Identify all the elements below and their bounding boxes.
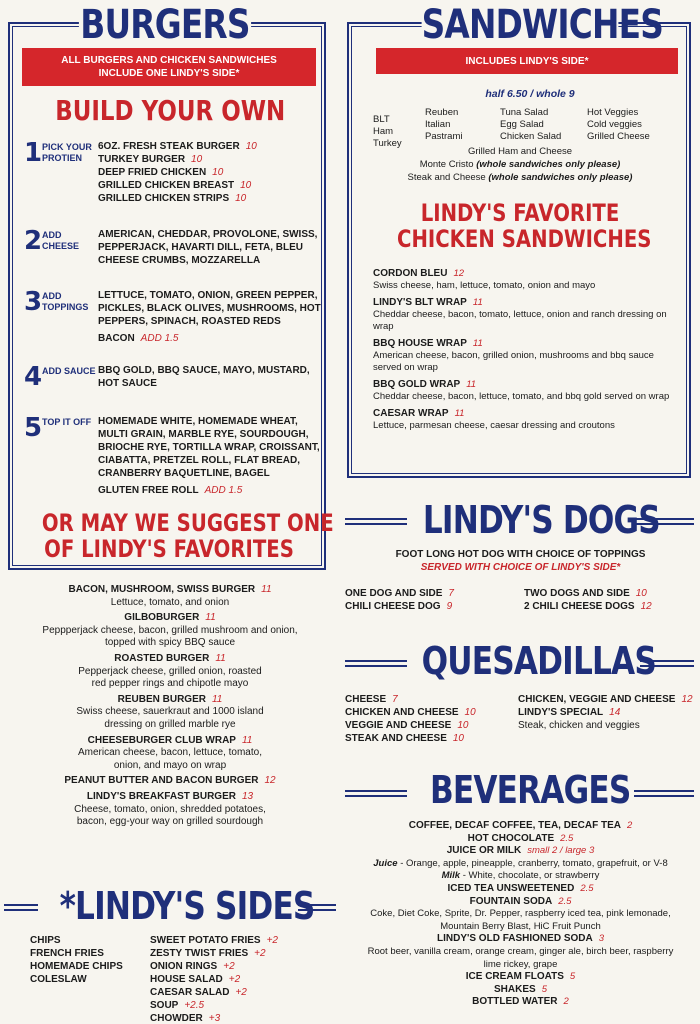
beverage-item: SHAKES 5 — [494, 983, 547, 995]
chicken-title — [397, 199, 652, 254]
chicken-item: BBQ GOLD WRAP 11 Cheddar cheese, bacon, lettuce, tomato, and bbq gold served on wrap — [373, 379, 670, 402]
protein-item: GRILLED CHICKEN BREAST 10 — [98, 180, 252, 191]
toppings-text: LETTUCE, TOMATO, ONION, GREEN PEPPER, PICKLES, BLACK OLIVES, MUSHROOMS, HOT PEPPERS, SPINACH, ROASTED REDS — [98, 290, 321, 327]
beverage-item: FOUNTAIN SODA 2.5 — [469, 895, 572, 907]
suggest-item: REUBEN BURGER 11 Swiss cheese, sauerkraut and 1000 island dressing on grilled marble rye — [76, 693, 264, 730]
beverage-item: ICE CREAM FLOATS 5 — [465, 971, 576, 983]
suggest-item: CHEESEBURGER CLUB WRAP 11 American cheese, bacon, lettuce, tomato, onion, and mayo on wrap — [78, 734, 262, 771]
sandwich-item: Tuna Salad — [500, 107, 549, 118]
beverage-item: COFFEE, DECAF COFFEE, TEA, DECAF TEA 2 — [408, 820, 633, 831]
sandwich-item: Chicken Salad — [500, 131, 562, 142]
sandwiches-banner: INCLUDES LINDY'S SIDE* — [376, 48, 678, 74]
sandwich-item: Cold veggies — [587, 119, 642, 130]
step-label: ADD TOPPINGS — [42, 291, 89, 312]
beverages-rule-right — [634, 790, 694, 797]
suggest-item: BACON, MUSHROOM, SWISS BURGER 11 Lettuce, tomato, and onion — [68, 584, 272, 608]
dog-item: CHILI CHEESE DOG 9 — [345, 601, 453, 612]
side-item: SWEET POTATO FRIES +2 — [150, 935, 278, 946]
dogs-rule-left — [345, 518, 407, 525]
sides-col1 — [30, 934, 123, 986]
sandwich-item: Grilled Cheese — [587, 131, 650, 142]
cheese-list: AMERICAN, CHEDDAR, PROVOLONE, SWISS, PEPPERJACK, HAVARTI DILL, FETA, BLEU CHEESE CRUMBS, MOZZARELLA — [98, 229, 318, 266]
step-label: PICK YOUR PROTIEN — [42, 142, 92, 163]
chicken-item: LINDY'S BLT WRAP 11 Cheddar cheese, bacon, tomato, lettuce, onion and ranch dressing on wrap — [373, 297, 667, 332]
sandwich-item: Grilled Ham and Cheese — [467, 146, 573, 157]
suggest-title-line: OF LINDY'S FAVORITES — [44, 535, 294, 564]
beverage-item: HOT CHOCOLATE 2.5 — [467, 832, 574, 844]
suggest-item: LINDY'S BREAKFAST BURGER 13 Cheese, tomato, onion, shredded potatoes, bacon, egg-your way on grilled sourdough — [74, 790, 266, 828]
side-item: ZESTY TWIST FRIES +2 — [150, 948, 266, 959]
dog-item: ONE DOG AND SIDE 7 — [345, 588, 454, 599]
sandwich-item: Egg Salad — [500, 119, 544, 130]
step-toppings — [24, 289, 330, 345]
suggest-item: GILBOBURGER 11 Peppperjack cheese, bacon, grilled mushroom and onion, topped with spicy BBQ sauce — [42, 612, 298, 649]
suggest-title-line: OR MAY WE SUGGEST ONE — [41, 509, 334, 537]
protein-item: 6OZ. FRESH STEAK BURGER 10 — [98, 141, 257, 152]
side-item: HOMEMADE CHIPS — [30, 961, 123, 972]
sandwich-item: Hot Veggies — [587, 107, 639, 118]
quesadillas-rule-left — [345, 660, 407, 667]
sides-col2 — [150, 934, 278, 1024]
beverage-desc: Milk - White, chocolate, or strawberry — [441, 870, 600, 882]
beverage-item: LINDY'S OLD FASHIONED SODA 3 — [436, 933, 605, 945]
beverage-desc: Mountain Berry Blast, HiC Fruit Punch — [440, 920, 601, 932]
dogs-rule-right — [632, 518, 694, 525]
banner-line: INCLUDE ONE LINDY'S SIDE* — [98, 68, 240, 79]
step-label: ADD CHEESE — [42, 230, 80, 251]
sandwich-col2 — [425, 107, 462, 143]
dog-item: TWO DOGS AND SIDE 10 — [524, 588, 647, 599]
sandwich-item: Reuben — [425, 107, 459, 118]
quesadilla-item: VEGGIE AND CHEESE 10 — [345, 720, 469, 731]
quesadillas-title: QUESADILLAS — [421, 639, 656, 683]
protein-item: TURKEY BURGER 10 — [98, 154, 203, 165]
banner-line: ALL BURGERS AND CHICKEN SANDWICHES — [61, 55, 277, 66]
step-bread — [24, 415, 330, 497]
dogs-col2 — [524, 587, 652, 613]
chicken-list — [373, 268, 673, 432]
beverages-list — [348, 820, 693, 1009]
sandwich-item: Turkey — [373, 138, 402, 149]
side-item: CHIPS — [30, 935, 61, 946]
sandwich-col3 — [500, 107, 561, 143]
quesadilla-item: STEAK AND CHEESE 10 — [345, 733, 464, 744]
dogs-col1 — [345, 587, 454, 613]
chicken-title-line: LINDY'S FAVORITE — [420, 199, 620, 227]
dogs-served: SERVED WITH CHOICE OF LINDY'S SIDE* — [420, 562, 621, 573]
bread-text: HOMEMADE WHITE, HOMEMADE WHEAT, MULTI GRAIN, MARBLE RYE, SOURDOUGH, BRIOCHE RYE, TORTILLA WRAP, CROISSANT, CIABATTA, PRETZEL ROLL, FLAT BREAD, CRANBERRY BAQUETLINE, BAGEL — [98, 416, 320, 479]
quesadillas-col2 — [518, 693, 693, 732]
burgers-title: BURGERS — [80, 2, 250, 48]
step-cheese — [24, 228, 330, 267]
suggest-item: ROASTED BURGER 11 Pepperjack cheese, grilled onion, roasted red pepper rings and chipotle mayo — [78, 652, 262, 690]
quesadilla-desc: Steak, chicken and veggies — [518, 720, 640, 731]
dogs-title: LINDY'S DOGS — [422, 498, 660, 542]
side-item: ONION RINGS +2 — [150, 961, 235, 972]
step-number: 5 — [24, 413, 43, 443]
step-number: 4 — [24, 362, 43, 392]
beverage-item: BOTTLED WATER 2 — [472, 996, 569, 1008]
step-number: 1 — [24, 138, 43, 168]
suggest-title — [41, 509, 334, 564]
sides-rule-left — [4, 904, 38, 911]
sandwich-extra — [350, 145, 690, 184]
suggest-list — [0, 584, 340, 829]
beverages-rule-left — [345, 790, 407, 797]
beverage-item: ICED TEA UNSWEETENED 2.5 — [447, 882, 594, 894]
bacon-item: BACON ADD 1.5 — [98, 333, 179, 344]
step-label: ADD SAUCE — [42, 366, 96, 376]
protein-item: DEEP FRIED CHICKEN 10 — [98, 167, 224, 178]
step-number: 3 — [24, 287, 43, 317]
sandwiches-title: SANDWICHES — [421, 2, 664, 48]
beverage-desc: lime rickey, grape — [483, 958, 558, 970]
toppings-list — [98, 289, 330, 345]
chicken-item: CAESAR WRAP 11 Lettuce, parmesan cheese, caesar dressing and croutons — [373, 408, 615, 431]
side-item: COLESLAW — [30, 974, 87, 985]
beverages-title: BEVERAGES — [429, 768, 631, 812]
beverage-desc: Juice - Orange, apple, pineapple, cranberry, tomato, grapefruit, or V-8 — [373, 857, 668, 869]
sandwich-item: Pastrami — [425, 131, 463, 142]
quesadillas-col1 — [345, 693, 476, 745]
sauce-list: BBQ GOLD, BBQ SAUCE, MAYO, MUSTARD, HOT SAUCE — [98, 365, 310, 389]
step-number: 2 — [24, 226, 43, 256]
beverage-desc: Coke, Diet Coke, Sprite, Dr. Pepper, raspberry iced tea, pink lemonade, — [370, 908, 671, 920]
dogs-subtitle: FOOT LONG HOT DOG WITH CHOICE OF TOPPINGS — [395, 549, 646, 560]
sandwich-col4 — [587, 107, 650, 143]
side-item: CAESAR SALAD +2 — [150, 987, 247, 998]
sides-rule-right — [298, 904, 336, 911]
chicken-title-line: CHICKEN SANDWICHES — [397, 225, 652, 254]
side-item: SOUP +2.5 — [150, 1000, 205, 1011]
sandwich-item: BLT — [373, 114, 390, 125]
gluten-item: GLUTEN FREE ROLL ADD 1.5 — [98, 485, 243, 496]
protein-item: GRILLED CHICKEN STRIPS 10 — [98, 193, 247, 204]
side-item: FRENCH FRIES — [30, 948, 104, 959]
quesadilla-item: LINDY'S SPECIAL 14 — [518, 707, 621, 718]
sandwich-item: Steak and Cheese (whole sandwiches only please) — [407, 172, 633, 183]
suggest-item: PEANUT BUTTER AND BACON BURGER 12 — [64, 775, 276, 787]
bread-list — [98, 415, 330, 497]
chicken-item: CORDON BLEU 12 Swiss cheese, ham, lettuce, tomato, onion and mayo — [373, 268, 596, 291]
sandwich-item: Ham — [373, 126, 394, 137]
sandwich-item: Monte Cristo (whole sandwiches only please) — [419, 159, 621, 170]
step-label: TOP IT OFF — [42, 417, 92, 427]
beverage-desc: Root beer, vanilla cream, orange cream, ginger ale, birch beer, raspberry — [367, 945, 674, 957]
dog-item: 2 CHILI CHEESE DOGS 12 — [524, 601, 652, 612]
quesadilla-item: CHEESE 7 — [345, 694, 398, 705]
protein-list — [98, 140, 330, 205]
step-protein — [24, 140, 330, 205]
quesadilla-item: CHICKEN, VEGGIE AND CHEESE 12 — [518, 694, 693, 705]
build-your-own-title: BUILD YOUR OWN — [55, 94, 286, 127]
sandwich-item: Italian — [425, 119, 451, 130]
side-item: HOUSE SALAD +2 — [150, 974, 241, 985]
beverage-item: JUICE OR MILK small 2 / large 3 — [446, 845, 595, 857]
sandwich-pricing: half 6.50 / whole 9 — [485, 88, 575, 100]
quesadilla-item: CHICKEN AND CHEESE 10 — [345, 707, 476, 718]
sides-title: *LINDY'S SIDES — [59, 884, 315, 928]
step-sauce — [24, 364, 330, 390]
chicken-item: BBQ HOUSE WRAP 11 American cheese, bacon, grilled onion, mushrooms and bbq sauce served on wrap — [373, 338, 654, 373]
burgers-banner — [22, 48, 316, 86]
side-item: CHOWDER +3 — [150, 1013, 221, 1024]
quesadillas-rule-right — [640, 660, 694, 667]
